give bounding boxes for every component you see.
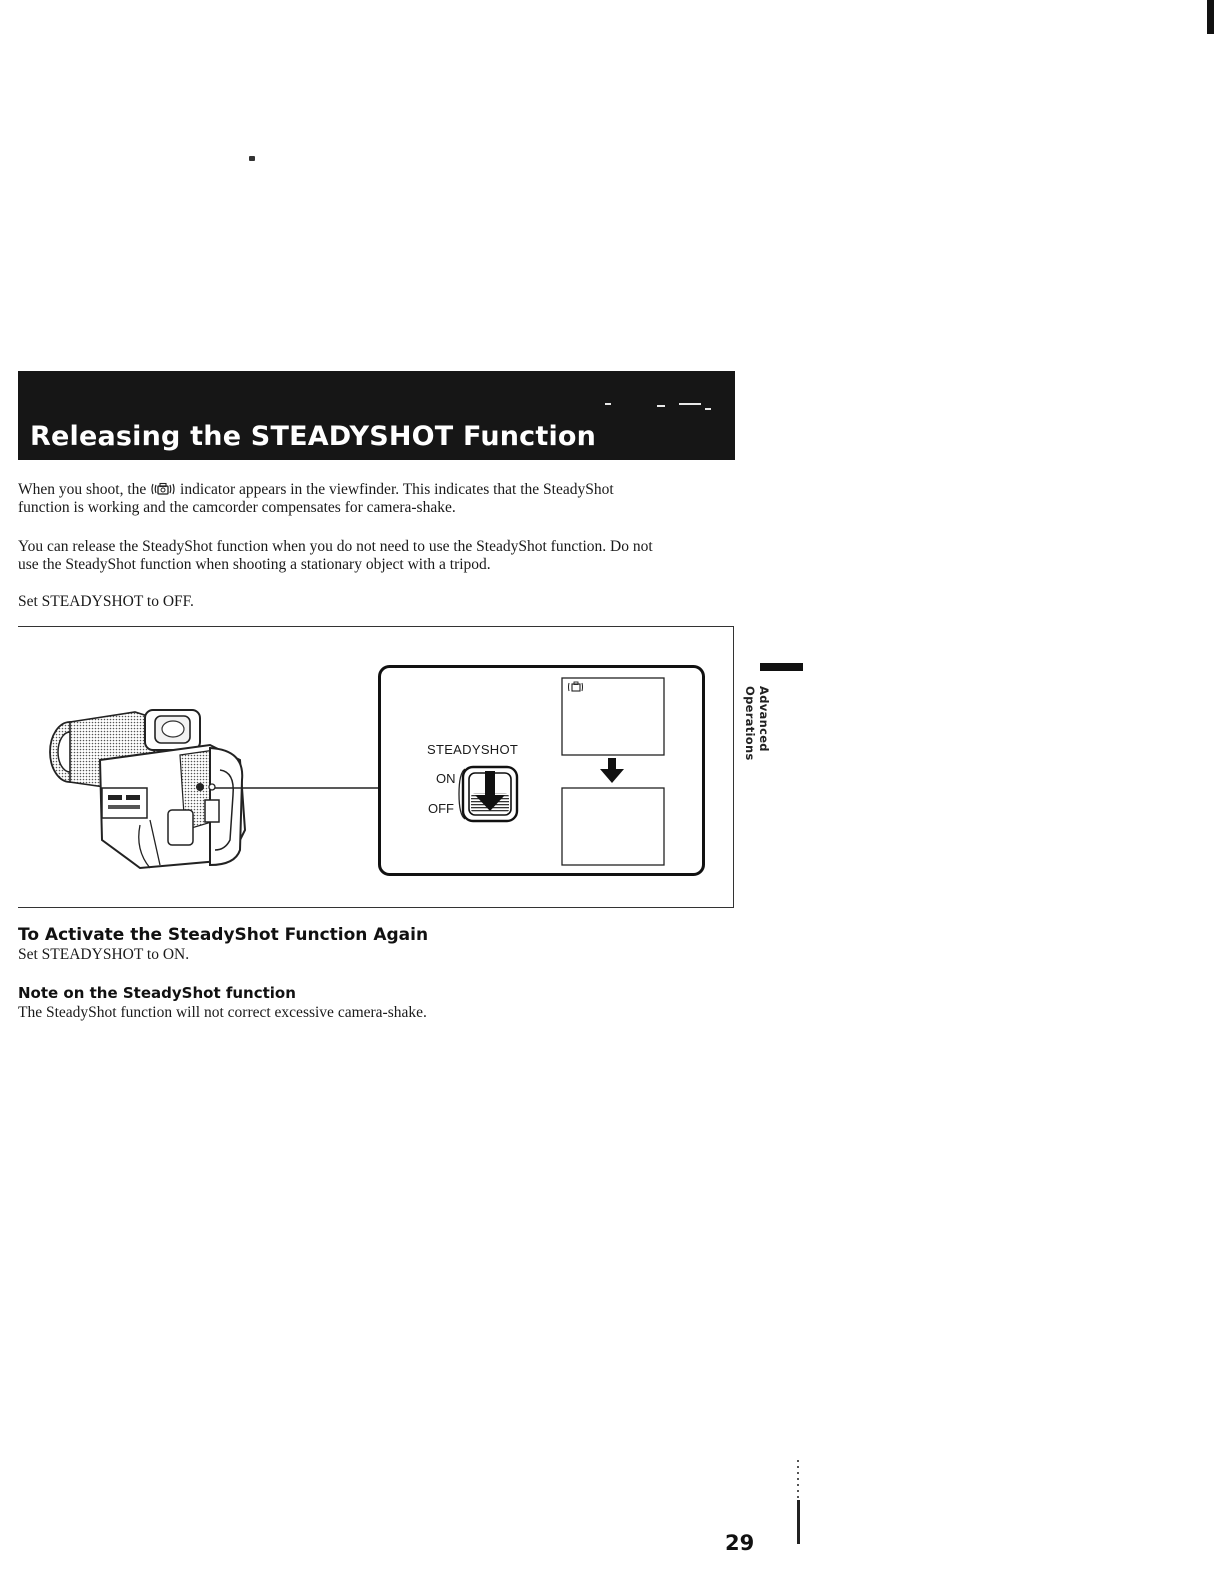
figure-frame-top bbox=[18, 626, 734, 627]
steadyshot-indicator-icon bbox=[150, 481, 180, 498]
switch-off-label: OFF bbox=[428, 801, 454, 816]
figure-frame-right bbox=[733, 626, 734, 908]
paragraph-text: function is working and the camcorder compensates for camera-shake. bbox=[18, 499, 456, 516]
intro-paragraph bbox=[18, 481, 738, 517]
paragraph-text: use the SteadyShot function when shooting a stationary object with a tripod. bbox=[18, 556, 491, 573]
page-number: 29 bbox=[725, 1531, 755, 1555]
side-tab-label: Advanced Operations bbox=[743, 686, 771, 761]
reactivate-section bbox=[18, 925, 738, 964]
paragraph-text: When you shoot, the bbox=[18, 481, 147, 498]
switch-on-label: ON bbox=[436, 771, 456, 786]
side-tab-marker bbox=[760, 663, 803, 671]
camcorder-drawing bbox=[40, 700, 390, 880]
reactivate-heading: To Activate the SteadyShot Function Again bbox=[18, 925, 429, 945]
scan-noise bbox=[597, 399, 727, 413]
paragraph-text: You can release the SteadyShot function when you do not need to use the SteadyShot function. Do not bbox=[18, 538, 653, 555]
section-title-bar bbox=[18, 371, 735, 460]
paragraph-text: indicator appears in the viewfinder. This indicates that the SteadyShot bbox=[180, 481, 614, 498]
switch-icon bbox=[457, 765, 519, 828]
release-paragraph bbox=[18, 538, 738, 574]
figure-frame-bottom bbox=[18, 907, 734, 908]
note-heading: Note on the SteadyShot function bbox=[18, 984, 296, 1002]
instruction-line: Set STEADYSHOT to OFF. bbox=[18, 593, 194, 610]
scan-speck bbox=[249, 156, 255, 161]
arrow-down-icon bbox=[598, 758, 626, 789]
switch-label: STEADYSHOT bbox=[427, 742, 519, 757]
steadyshot-switch-panel bbox=[378, 665, 706, 877]
steadyshot-indicator-icon bbox=[568, 680, 584, 698]
page-corner-mark bbox=[1207, 0, 1214, 34]
reactivate-text: Set STEADYSHOT to ON. bbox=[18, 946, 190, 963]
page-title: Releasing the STEADYSHOT Function bbox=[30, 421, 597, 452]
note-section bbox=[18, 984, 738, 1022]
instruction-text bbox=[18, 593, 738, 611]
page-edge-mark bbox=[797, 1500, 800, 1544]
note-text: The SteadyShot function will not correct excessive camera-shake. bbox=[18, 1004, 427, 1021]
